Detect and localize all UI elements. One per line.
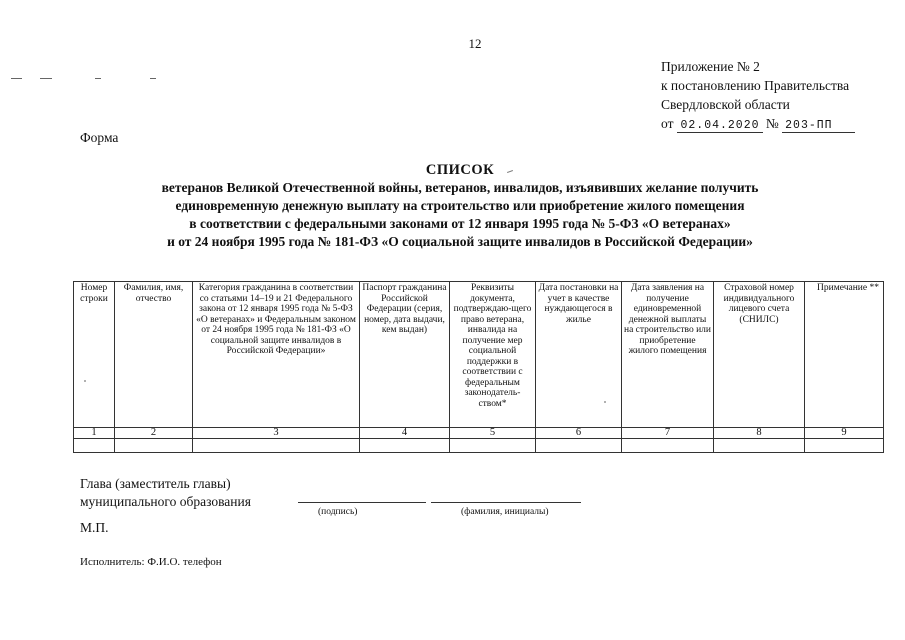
header-cell: Страховой номер индивидуального лицевого счета (СНИЛС)	[714, 282, 805, 428]
resolution-number: 203-ПП	[782, 119, 854, 133]
signature-caption: (подпись)	[318, 507, 358, 517]
form-label: Форма	[80, 130, 119, 145]
appendix-block	[661, 57, 855, 135]
scan-artifact-line	[40, 78, 52, 79]
title-line: ветеранов Великой Отечественной войны, ветеранов, инвалидов, изъявивших желание получить	[161, 180, 759, 195]
number-prefix: №	[765, 116, 779, 131]
column-number: 1	[74, 428, 115, 439]
table-row	[74, 439, 884, 453]
column-number: 5	[450, 428, 536, 439]
appendix-date-row	[661, 114, 855, 135]
appendix-line: Приложение № 2	[661, 59, 760, 74]
table-cell	[622, 439, 714, 453]
header-cell: Номер строки	[74, 282, 115, 428]
scan-artifact-line	[11, 78, 22, 79]
table-cell	[450, 439, 536, 453]
header-cell: Примечание **	[805, 282, 884, 428]
title-line: и от 24 ноября 1995 года № 181-ФЗ «О социальной защите инвалидов в Российской Федерации»	[167, 234, 753, 249]
name-caption: (фамилия, инициалы)	[461, 507, 549, 517]
scan-speck	[604, 401, 606, 403]
header-cell: Реквизиты документа, подтверждаю-щего право ветерана, инвалида на получение мер социальной поддержки в соответствии с федеральным законодатель-ством*	[450, 282, 536, 428]
executor-line: Исполнитель: Ф.И.О. телефон	[80, 556, 222, 568]
header-cell: Категория гражданина в соответствии со статьями 14–19 и 21 Федерального закона от 12 января 1995 года № 5-ФЗ «О ветеранах» и Федеральным законом от 24 ноября 1995 года № 181-ФЗ «О социальной защите инвалидов в Российской Федерации»	[193, 282, 360, 428]
column-number: 9	[805, 428, 884, 439]
scan-artifact-line	[95, 78, 101, 79]
title-line: единовременную денежную выплату на строительство или приобретение жилого помещения	[175, 198, 745, 213]
page-number: 12	[468, 36, 482, 51]
header-cell: Паспорт гражданина Российской Федерации (серия, номер, дата выдачи, кем выдан)	[360, 282, 450, 428]
appendix-line: к постановлению Правительства	[661, 78, 850, 93]
table-cell	[360, 439, 450, 453]
name-line	[431, 502, 581, 503]
veterans-list-table	[73, 281, 884, 453]
scan-speck	[84, 380, 86, 382]
table-cell	[115, 439, 193, 453]
table-cell	[714, 439, 805, 453]
scan-artifact-line	[150, 78, 156, 79]
column-number: 8	[714, 428, 805, 439]
table-cell	[193, 439, 360, 453]
signatory-line: муниципального образования	[80, 494, 251, 509]
header-cell: Фамилия, имя, отчество	[115, 282, 193, 428]
header-cell: Дата постановки на учет в качестве нуждающегося в жилье	[536, 282, 622, 428]
stamp-placeholder: М.П.	[80, 520, 109, 535]
signatory-line: Глава (заместитель главы)	[80, 476, 231, 491]
signatory-label	[80, 475, 251, 511]
column-number: 2	[115, 428, 193, 439]
column-number: 4	[360, 428, 450, 439]
date-prefix: от	[661, 116, 674, 131]
appendix-line: Свердловской области	[661, 97, 790, 112]
column-number: 7	[622, 428, 714, 439]
document-title	[60, 161, 860, 251]
signature-line	[298, 502, 426, 503]
header-cell: Дата заявления на получение единовременной денежной выплаты на строительство или приобретение жилого помещения	[622, 282, 714, 428]
column-number: 6	[536, 428, 622, 439]
table-number-row	[74, 428, 884, 439]
resolution-date: 02.04.2020	[677, 119, 762, 133]
title-main: СПИСОК	[425, 162, 495, 178]
title-line: в соответствии с федеральными законами от 12 января 1995 года № 5-ФЗ «О ветеранах»	[189, 216, 731, 231]
table-cell	[805, 439, 884, 453]
column-number: 3	[193, 428, 360, 439]
table-cell	[536, 439, 622, 453]
table-cell	[74, 439, 115, 453]
table-header-row	[74, 282, 884, 428]
